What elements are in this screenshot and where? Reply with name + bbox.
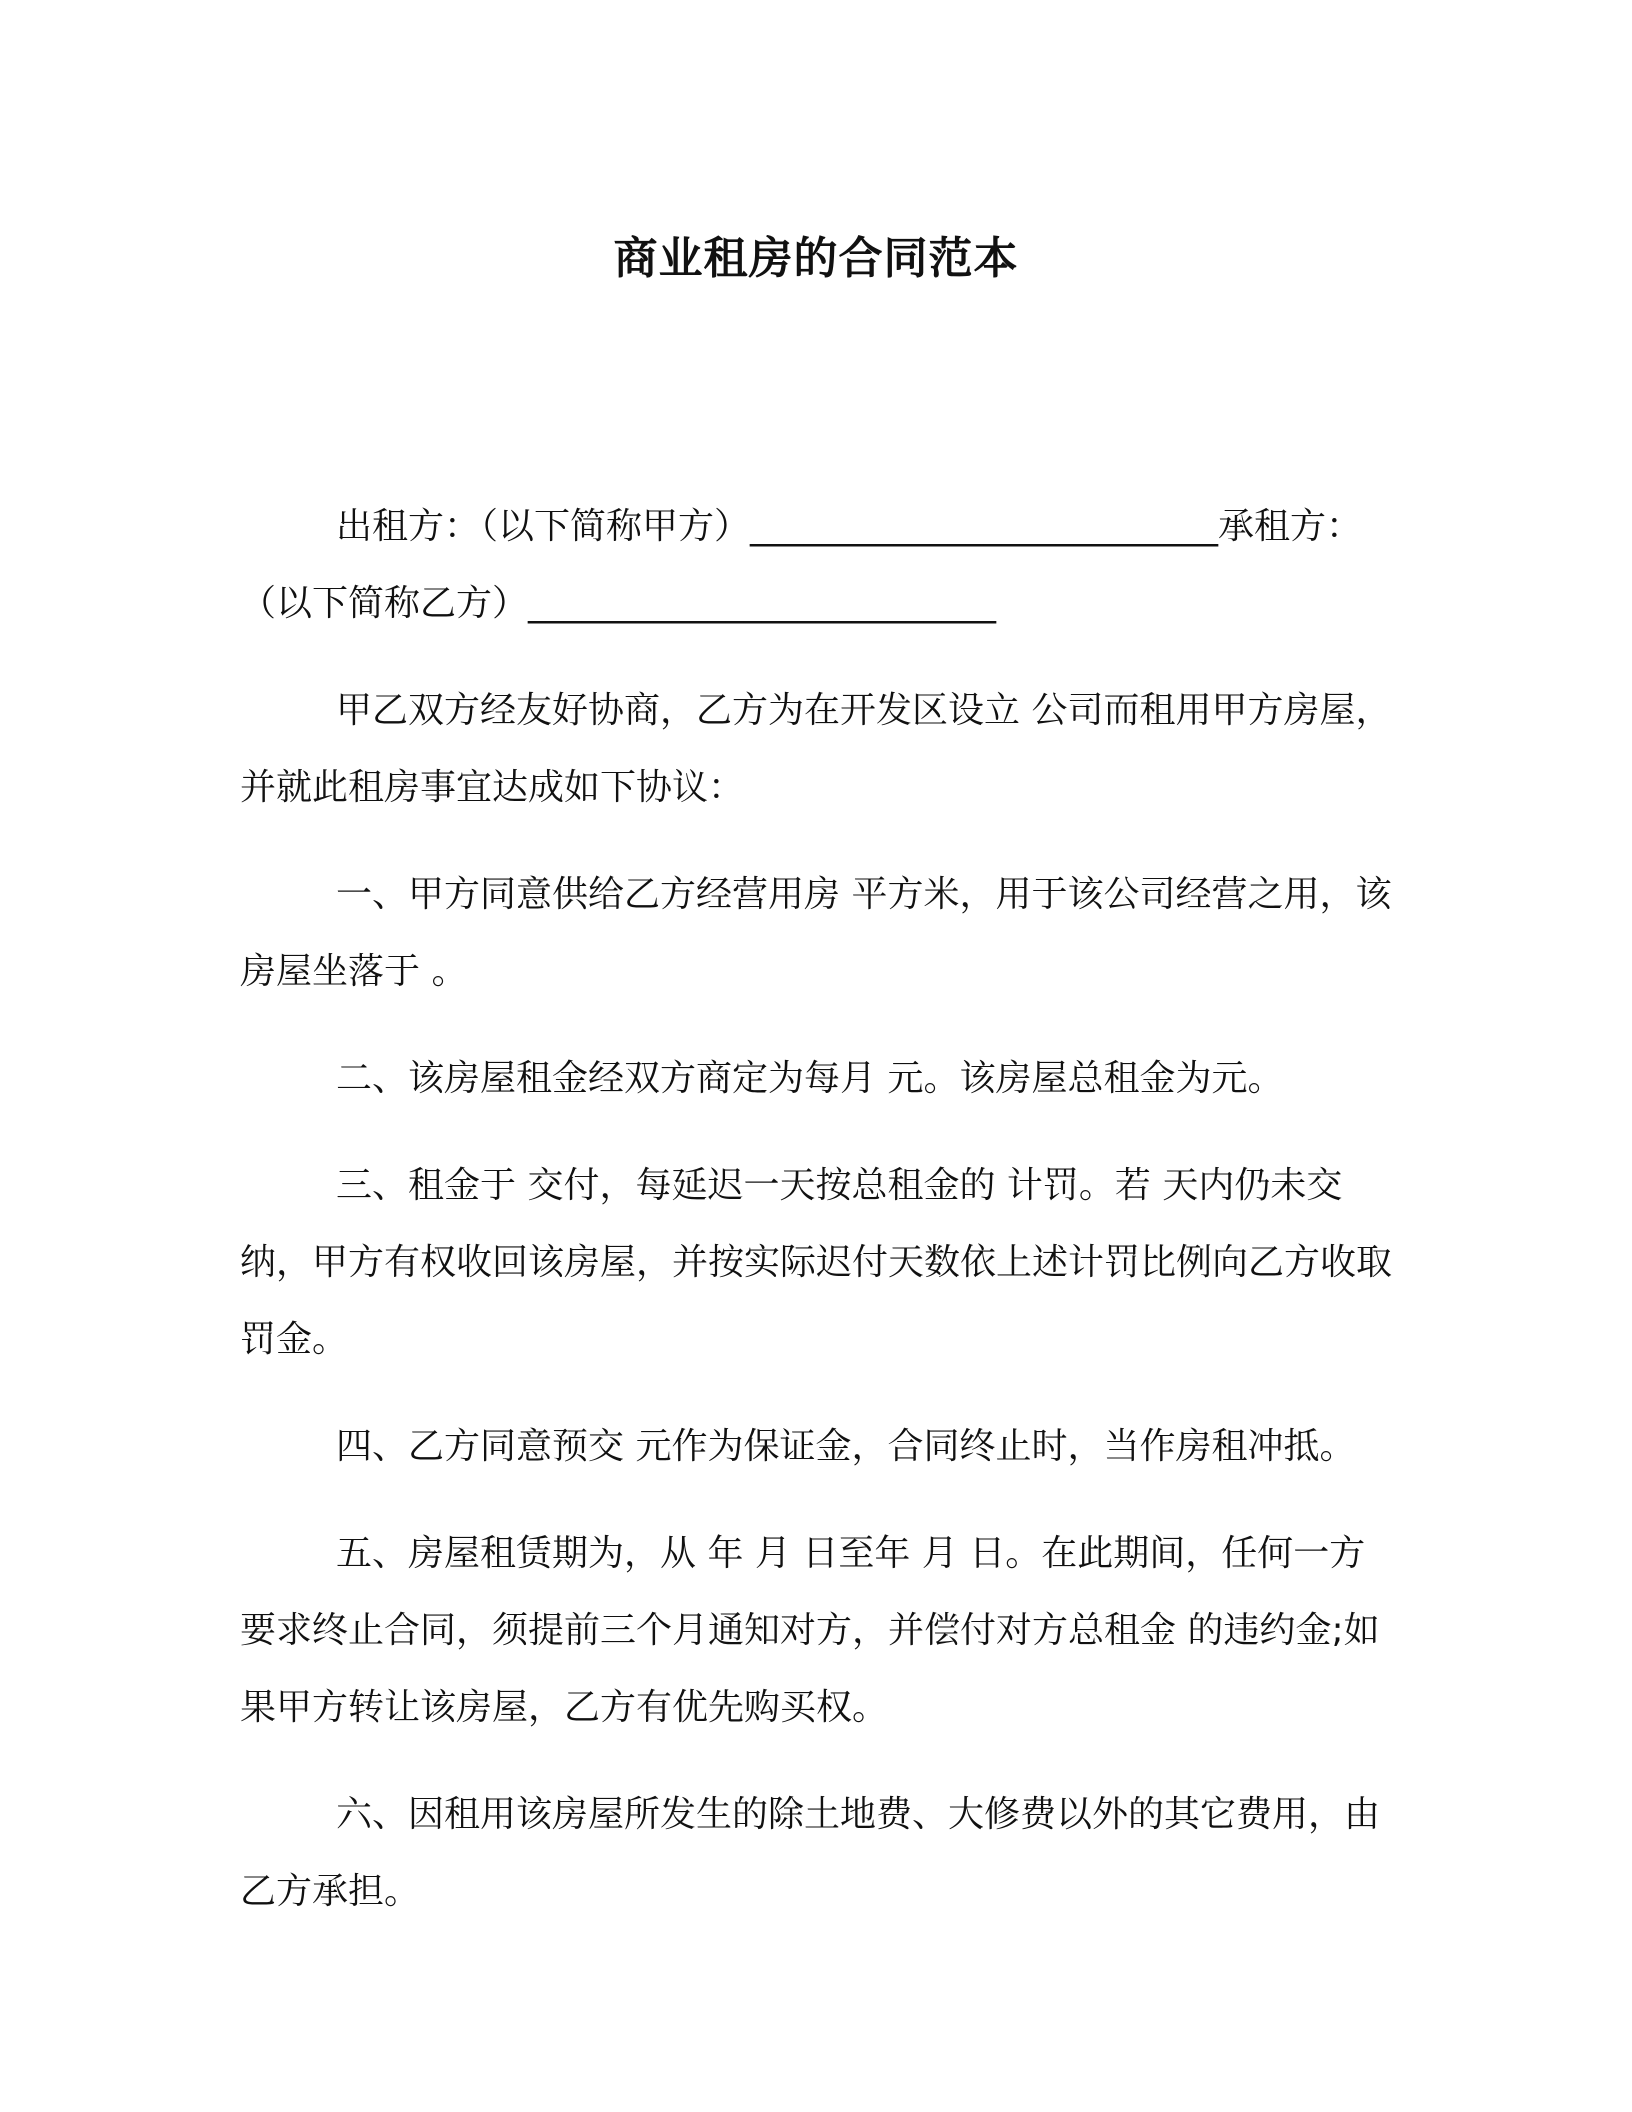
document-body: [240, 488, 1400, 1960]
clause-3-paragraph: 三、租金于 交付，每延迟一天按总租金的 计罚。若 天内仍未交纳，甲方有权收回该房屋，并按实际迟付天数依上述计罚比例向乙方收取罚金。: [240, 1165, 1393, 1360]
document-title: 商业租房的合同范本: [613, 233, 1019, 284]
clause-2-paragraph: 二、该房屋租金经双方商定为每月 元。该房屋总租金为元。: [336, 1058, 1284, 1099]
parties-paragraph: 出租方：（以下简称甲方）__________________________承租方：（以下简称乙方）__________________________: [240, 506, 1363, 624]
clause-4-paragraph: 四、乙方同意预交 元作为保证金，合同终止时，当作房租冲抵。: [336, 1426, 1356, 1467]
clause-1-paragraph: 一、甲方同意供给乙方经营用房 平方米，用于该公司经营之用，该房屋坐落于 。: [240, 874, 1392, 992]
preamble-paragraph: 甲乙双方经友好协商，乙方为在开发区设立 公司而租用甲方房屋，并就此租房事宜达成如下协议：: [240, 690, 1392, 808]
clause-5-paragraph: 五、房屋租赁期为，从 年 月 日至年 月 日。在此期间，任何一方要求终止合同，须提前三个月通知对方，并偿付对方总租金 的违约金;如果甲方转让该房屋，乙方有优先购买权。: [240, 1533, 1380, 1728]
clause-6-paragraph: 六、因租用该房屋所发生的除土地费、大修费以外的其它费用，由乙方承担。: [240, 1794, 1381, 1912]
